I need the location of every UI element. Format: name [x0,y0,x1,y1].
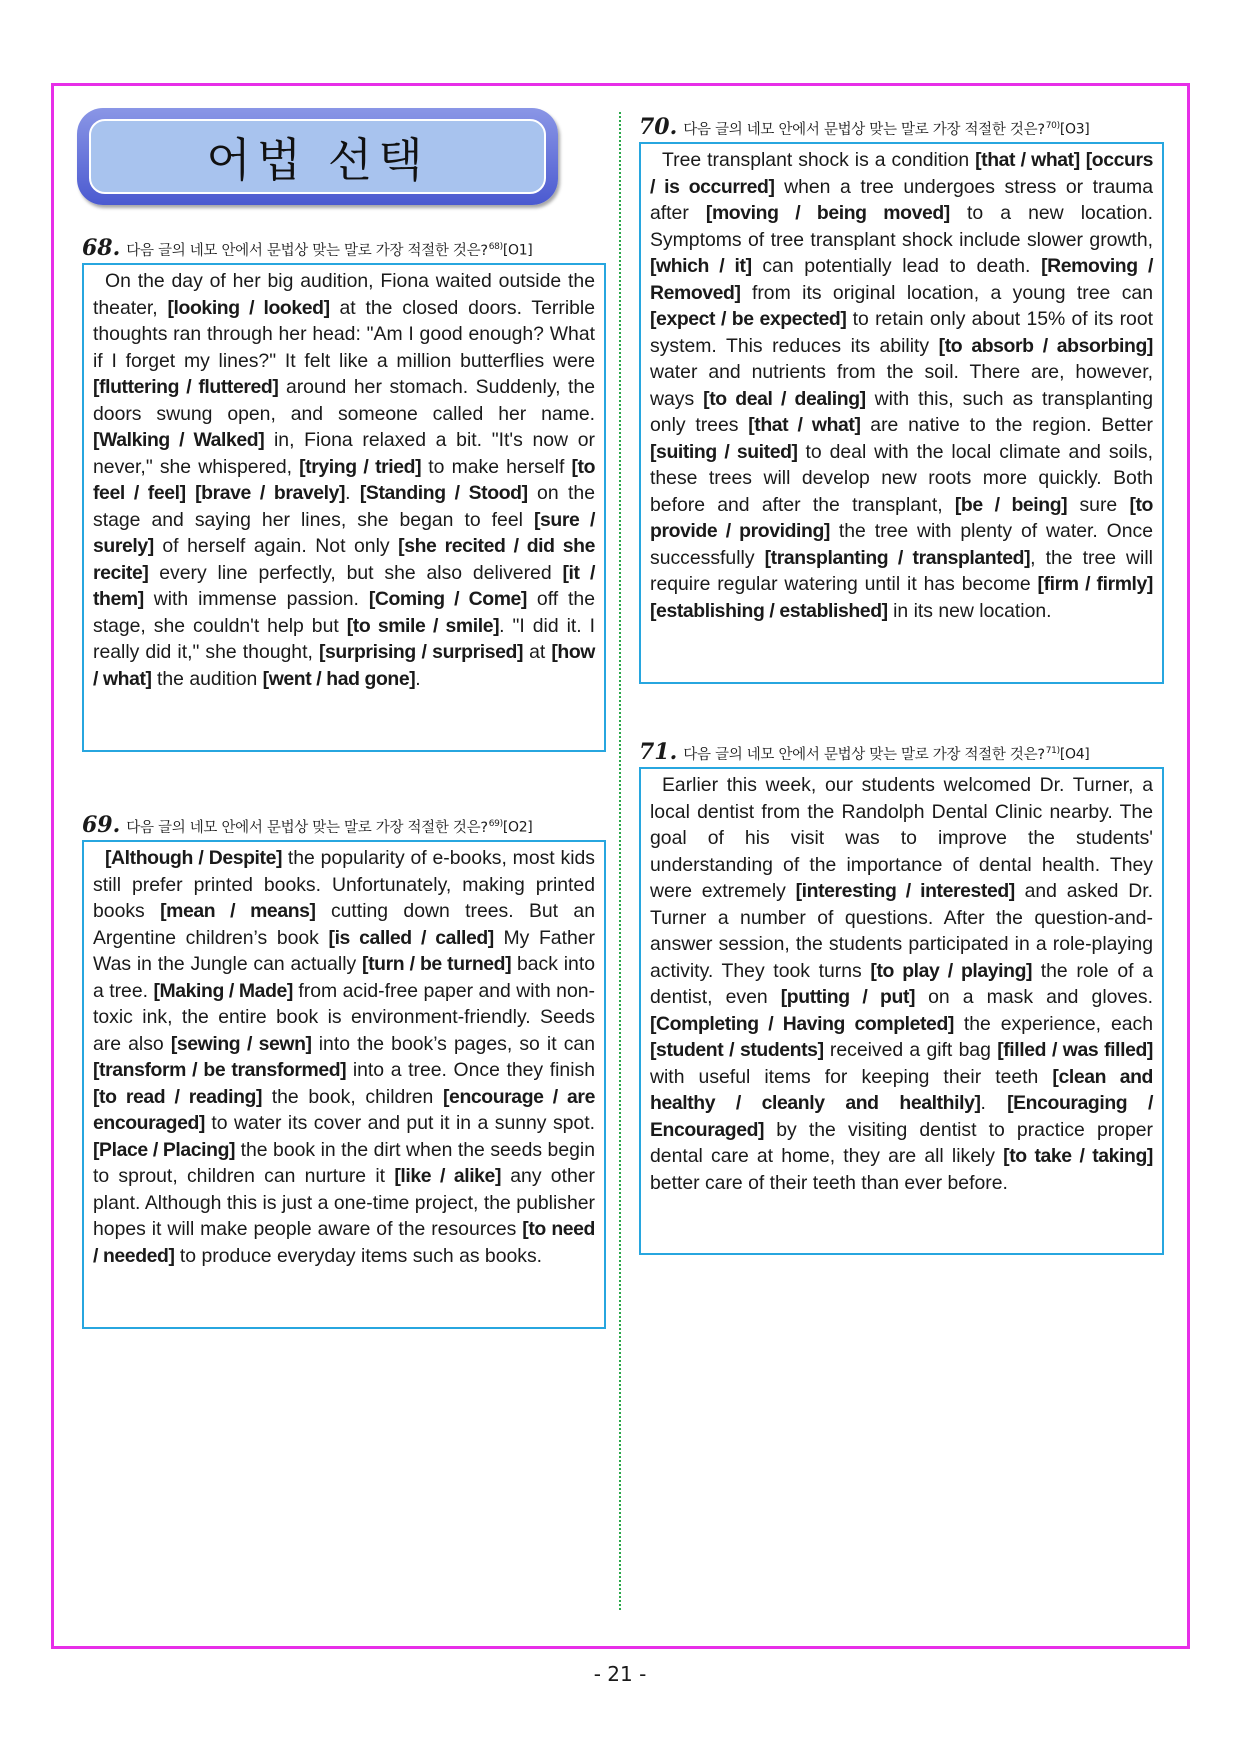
passage-run: to make herself [421,455,572,478]
passage-text [650,772,1153,1196]
choice-bracket: [transplanting / transplanted] [764,546,1031,569]
question-code-label: [O2] [502,820,533,836]
passage-run: from acid-free paper and with non-toxic ink, the entire book is environment-friendly. Seeds are also [93,979,595,1055]
question-68 [82,235,606,752]
passage-run: into a tree. Once they finish [346,1059,595,1081]
passage-run: on a mask and gloves. [915,986,1153,1008]
choice-bracket: [to feel / feel] [93,455,596,504]
question-header [639,739,1164,767]
passage-run: to water its cover and put it in a sunny spot. [204,1112,595,1134]
passage-text [93,268,595,692]
passage-run: the audition [151,667,263,690]
choice-bracket: [to need / needed] [93,1218,595,1267]
question-ref: 70) [1045,121,1060,132]
choice-bracket: [putting / put] [780,986,916,1008]
passage-run: cutting down trees. But an Argentine children’s book [93,900,595,949]
passage-run: water and nutrients from the soil. There are, however, ways [650,361,1153,410]
passage-run [186,482,195,504]
passage-run: Earlier this week, our students welcomed Dr. Turner, a local dentist from the Randolph Dental Clinic nearby. The goal of his visit was to improve the students' understanding of the importance of dental health. They were extremely [650,774,1153,902]
question-number: 68. [82,235,121,261]
passage-run: from its original location, a young tree can [740,281,1153,304]
passage-run: . [345,482,360,504]
choice-bracket: [Making / Made] [153,979,293,1002]
passage-run: in its new location. [887,599,1052,622]
question-code [489,242,533,259]
choice-bracket: [to deal / dealing] [703,387,866,410]
choice-bracket: [Walking / Walked] [93,429,265,451]
question-number: 70. [639,114,678,140]
question-code [1046,746,1090,763]
choice-bracket: [Although / Despite] [105,847,283,869]
choice-bracket: [Removing / Removed] [650,255,1153,304]
passage-run: the tree with plenty of water. Once successfully [650,520,1154,569]
question-number: 71. [639,739,678,765]
passage-box [82,840,606,1329]
choice-bracket: [sewing / sewn] [170,1032,312,1055]
passage-run: by the visiting dentist to practice proper dental care at home, they are all likely [650,1118,1153,1167]
page-number: - 21 - [593,1662,647,1686]
question-ref: 71) [1045,746,1060,757]
passage-text [93,845,595,1269]
passage-run: with this, such as transplanting only trees [650,387,1154,436]
question-code-label: [O1] [502,243,533,259]
passage-run: when a tree undergoes stress or trauma after [650,175,1153,224]
question-71 [639,739,1164,1255]
choice-bracket: [Place / Placing] [93,1138,236,1161]
passage-run: any other plant. Although this is just a one-time project, the publisher hopes it will make people aware of the resources [93,1165,595,1240]
choice-bracket: [Standing / Stood] [359,482,528,504]
choice-bracket: [which / it] [650,255,752,277]
column-divider [619,112,621,1610]
choice-bracket: [went / had gone] [262,667,416,690]
choice-bracket: [to take / taking] [1003,1145,1153,1167]
section-title: 어법 선택 [206,132,429,187]
passage-box [639,767,1164,1255]
choice-bracket: [is called / called] [328,926,494,949]
choice-bracket: [suiting / suited] [650,440,798,463]
passage-run: . [980,1092,1008,1114]
choice-bracket: [clean and healthy / cleanly and healthily] [650,1065,1154,1114]
question-header [82,235,606,263]
question-70 [639,114,1164,684]
passage-run: of herself again. Not only [153,535,399,557]
choice-bracket: [mean / means] [160,900,316,922]
passage-run: to a new location. Symptoms of tree transplant shock include slower growth, [650,202,1153,251]
passage-run: on the stage and saying her lines, she began to feel [93,482,595,531]
choice-bracket: [occurs / is occurred] [650,149,1153,198]
passage-run: better care of their teeth than ever before. [650,1171,1008,1194]
passage-run: are native to the region. Better [860,414,1153,436]
question-69 [82,812,606,1329]
question-ref: 69) [488,819,503,830]
passage-run: the book in the dirt when the seeds begin to sprout, children can nurture it [93,1138,595,1187]
choice-bracket: [firm / firmly] [1037,573,1153,595]
passage-run: the popularity of e-books, most kids still prefer printed books. Unfortunately, making printed books [93,847,595,922]
question-number: 69. [82,812,121,838]
passage-run: at the closed doors. Terrible thoughts ran through her head: "Am I good enough? What if I forget my lines?" It felt like a million butterflies were [93,296,595,372]
question-code-label: [O4] [1059,747,1090,763]
passage-text [650,147,1153,624]
question-ref: 68) [488,242,503,253]
passage-run: can potentially lead to death. [751,255,1042,277]
choice-bracket: [moving / being moved] [705,202,950,224]
passage-run: received a gift bag [823,1039,998,1061]
choice-bracket: [encourage / are encouraged] [93,1085,595,1134]
choice-bracket: [filled / was filled] [997,1039,1153,1061]
choice-bracket: [to provide / providing] [650,493,1153,542]
passage-run: the role of a dentist, even [650,959,1154,1008]
choice-bracket: [be / being] [954,493,1068,516]
question-prompt: 다음 글의 네모 안에서 문법상 맞는 말로 가장 적절한 것은? [683,122,1045,138]
passage-box [639,142,1164,684]
choice-bracket: [transform / be transformed] [93,1059,347,1081]
section-banner-inner [89,119,546,194]
choice-bracket: [Coming / Come] [368,588,527,610]
choice-bracket: [expect / be expected] [650,308,847,330]
question-prompt: 다음 글의 네모 안에서 문법상 맞는 말로 가장 적절한 것은? [683,747,1045,763]
section-banner [77,108,558,205]
passage-run: Tree transplant shock is a condition [662,149,976,171]
question-code-label: [O3] [1059,122,1090,138]
choice-bracket: [student / students] [650,1039,824,1061]
choice-bracket: [establishing / established] [650,599,888,622]
passage-run: . "I did it. I really did it," she thought, [93,614,595,663]
passage-run: to produce everyday items such as books. [174,1244,543,1267]
passage-run: My Father Was in the Jungle can actually [93,926,595,975]
choice-bracket: [to read / reading] [93,1085,263,1108]
passage-run: to retain only about 15% of its root system. This reduces its ability [650,308,1153,357]
passage-run: with immense passion. [143,588,369,610]
passage-run: with useful items for keeping their teeth [650,1065,1053,1088]
choice-bracket: [brave / bravely] [195,482,346,504]
passage-run: to deal with the local climate and soils, these trees will develop new roots more quickly. Both before and after the transplant, [650,440,1154,516]
choice-bracket: [Completing / Having completed] [650,1012,954,1035]
passage-run: the book, children [262,1085,443,1108]
choice-bracket: [fluttering / fluttered] [93,376,279,398]
passage-run: sure [1067,493,1130,516]
passage-run: and asked Dr. Turner a number of questions. After the question-and-answer session, the students participated in a role-playing activity. They took turns [650,880,1153,982]
passage-run: every line perfectly, but she also delivered [148,561,563,584]
question-code [489,819,533,836]
question-code [1046,121,1090,138]
passage-run: at [523,641,552,663]
choice-bracket: [looking / looked] [167,296,330,319]
passage-run: , the tree will require regular watering until it has become [650,546,1153,595]
question-prompt: 다음 글의 네모 안에서 문법상 맞는 말로 가장 적절한 것은? [126,820,488,836]
passage-run: into the book’s pages, so it can [311,1032,595,1055]
choice-bracket: [to play / playing] [870,959,1033,982]
passage-run: around her stomach. Suddenly, the doors swung open, and someone called her name. [93,376,595,425]
choice-bracket: [surprising / surprised] [318,641,524,663]
choice-bracket: [Encouraging / Encouraged] [650,1092,1153,1141]
choice-bracket: [trying / tried] [299,455,422,478]
choice-bracket: [to absorb / absorbing] [938,334,1153,357]
choice-bracket: [interesting / interested] [795,880,1015,902]
passage-run: in, Fiona relaxed a bit. "It's now or never," she whispered, [93,429,595,478]
choice-bracket: [turn / be turned] [362,953,512,975]
passage-run: off the stage, she couldn't help but [93,588,595,637]
choice-bracket: [she recited / did she recite] [93,535,595,584]
passage-run: the experience, each [953,1012,1153,1035]
question-header [82,812,606,840]
choice-bracket: [to smile / smile] [346,614,500,637]
choice-bracket: [sure / surely] [93,508,595,557]
passage-run: On the day of her big audition, Fiona waited outside the theater, [93,270,595,319]
choice-bracket: [that / what] [975,149,1080,171]
choice-bracket: [it / them] [93,561,596,610]
choice-bracket: [how / what] [93,641,595,690]
choice-bracket: [that / what] [748,414,861,436]
question-header [639,114,1164,142]
passage-box [82,263,606,752]
choice-bracket: [like / alike] [394,1165,502,1187]
question-prompt: 다음 글의 네모 안에서 문법상 맞는 말로 가장 적절한 것은? [126,243,488,259]
passage-run: . [415,667,421,690]
passage-run: back into a tree. [93,953,595,1002]
